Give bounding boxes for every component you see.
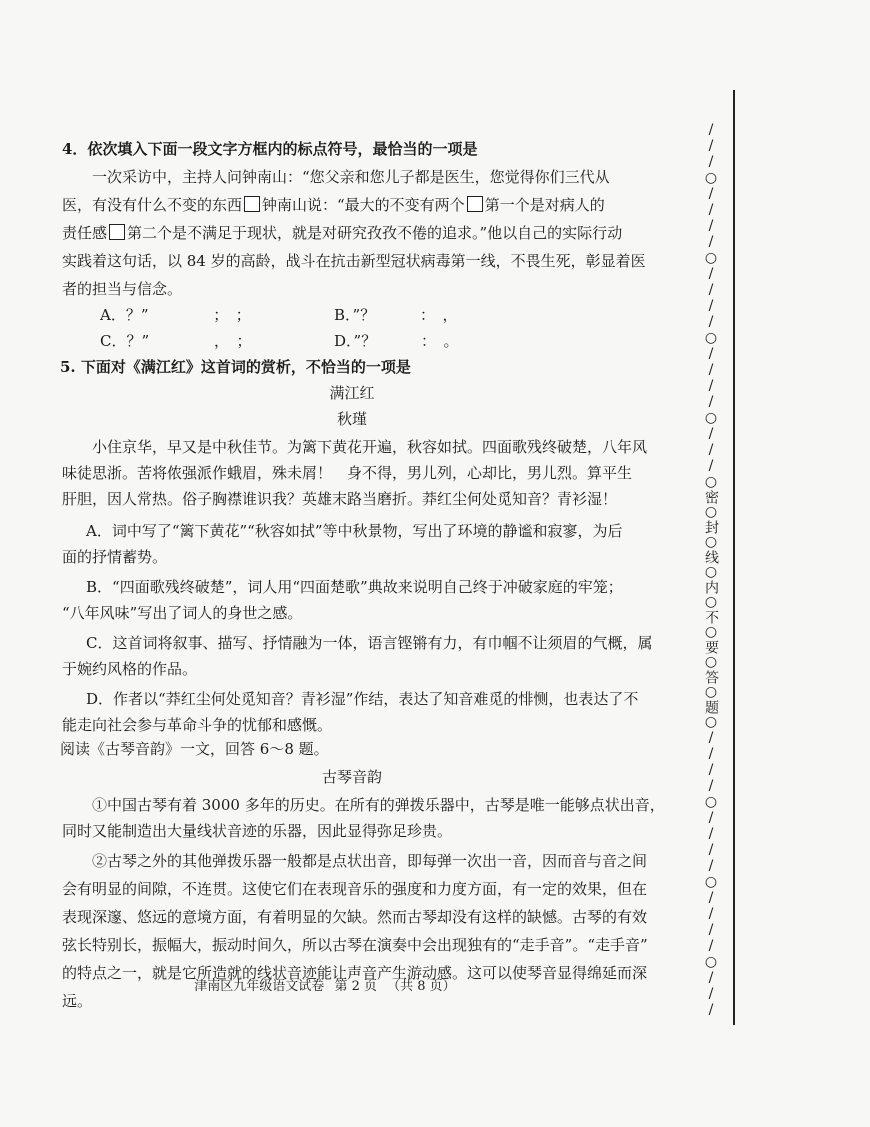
q5-option-a-line-1[interactable]: A．词中写了“篱下黄花”“秋容如拭”等中秋景物，写出了环境的静谧和寂寥，为后	[86, 522, 623, 540]
page-footer	[0, 975, 650, 994]
binding-warning-text: ///○////○////○////○///○密○封○线○内○不○要○答○题○////○////○////○///	[703, 122, 719, 1018]
q5-option-c-line-1[interactable]: C．这首词将叙事、描写、抒情融为一体，语言铿锵有力，有巾帼不让须眉的气概，属	[86, 634, 653, 652]
q4-passage-line-2: 医，有没有什么不变的东西 钟南山说：“最大的不变有两个 第一个是对病人的	[62, 196, 605, 214]
poem-line-2: 味徒思浙。苦将侬强派作蛾眉，殊未屑！ 身不得，男儿列，心却比，男儿烈。算平生	[62, 464, 633, 482]
blank-box-1	[244, 196, 260, 212]
reading-p2-line-4: 弦长特别长，振幅大，振动时间久，所以古琴在演奏中会出现独有的“走手音”。“走手音”	[62, 936, 648, 954]
poem-title: 满江红	[329, 384, 375, 402]
reading-intro: 阅读《古琴音韵》一文，回答 6～8 题。	[60, 740, 329, 758]
footer-total-pages: （共 8 页）	[387, 979, 456, 994]
q5-option-a-line-2: 面的抒情蓄势。	[62, 548, 168, 566]
binding-line	[733, 90, 735, 1025]
poem-author: 秋瑾	[336, 410, 367, 428]
reading-p2-line-5: 的特点之一，就是它所造就的线状音迹能让声音产生游动感。这可以使琴音显得绵延而深	[62, 964, 648, 982]
reading-p1-line-1: ①中国古琴有着 3000 多年的历史。在所有的弹拨乐器中，古琴是唯一能够点状出音，	[92, 796, 665, 814]
footer-exam-name: 津南区九年级语文试卷	[194, 979, 325, 994]
binding-margin	[690, 90, 740, 1030]
reading-p2-line-1: ②古琴之外的其他弹拨乐器一般都是点状出音，即每弹一次出一音，因而音与音之间	[92, 852, 648, 870]
q4-option-b[interactable]: B．”？ ： ，	[334, 306, 458, 324]
q5-stem: 5. 下面对《满江红》这首词的赏析，不恰当的一项是	[60, 358, 411, 376]
reading-p2-line-6: 远。	[62, 992, 93, 1010]
q4-passage-line-5: 者的担当与信念。	[62, 280, 183, 298]
q4-passage-line-3: 责任感 第二个是不满足于现状，就是对研究孜孜不倦的追求。”他以自己的实际行动	[62, 224, 623, 242]
q4-option-a[interactable]: A．？” ； ；	[100, 306, 251, 324]
footer-page-number: 第 2 页	[334, 979, 377, 994]
q4-stem: 4．依次填入下面一段文字方框内的标点符号，最恰当的一项是	[62, 140, 478, 158]
poem-line-1: 小住京华，早又是中秋佳节。为篱下黄花开遍，秋容如拭。四面歌残终破楚，八年风	[92, 438, 648, 456]
q4-passage-line-4: 实践着这句话，以 84 岁的高龄，战斗在抗击新型冠状病毒第一线，不畏生死，彰显着医	[62, 252, 646, 270]
reading-p2-line-2: 会有明显的间隙，不连贯。这使它们在表现音乐的强度和力度方面，有一定的效果，但在	[62, 880, 648, 898]
q4-option-d[interactable]: D．”？ ： 。	[334, 332, 459, 350]
poem-line-3: 肝胆，因人常热。俗子胸襟谁识我？英雄末路当磨折。莽红尘何处觅知音？青衫湿！	[62, 490, 618, 508]
q5-option-c-line-2: 于婉约风格的作品。	[62, 660, 198, 678]
q5-option-d-line-2: 能走向社会参与革命斗争的忧郁和感慨。	[62, 716, 333, 734]
q5-option-d-line-1[interactable]: D．作者以“莽红尘何处觅知音？青衫湿”作结，表达了知音难觅的悱恻，也表达了不	[86, 690, 639, 708]
q4-passage-line-1: 一次采访中，主持人问钟南山：“您父亲和您儿子都是医生，您觉得你们三代从	[92, 168, 610, 186]
q4-option-c[interactable]: C．？” ， ；	[100, 332, 252, 350]
q5-option-b-line-1[interactable]: B．“四面歌残终破楚”，词人用“四面楚歌”典故来说明自己终于冲破家庭的牢笼；	[86, 578, 623, 596]
reading-p2-line-3: 表现深邃、悠远的意境方面，有着明显的欠缺。然而古琴却没有这样的缺憾。古琴的有效	[62, 908, 648, 926]
reading-p1-line-2: 同时又能制造出大量线状音迹的乐器，因此显得弥足珍贵。	[62, 822, 453, 840]
q5-option-b-line-2: “八年风味”写出了词人的身世之感。	[62, 604, 303, 622]
blank-box-2	[467, 196, 483, 212]
reading-title: 古琴音韵	[321, 768, 382, 786]
blank-box-3	[109, 224, 125, 240]
